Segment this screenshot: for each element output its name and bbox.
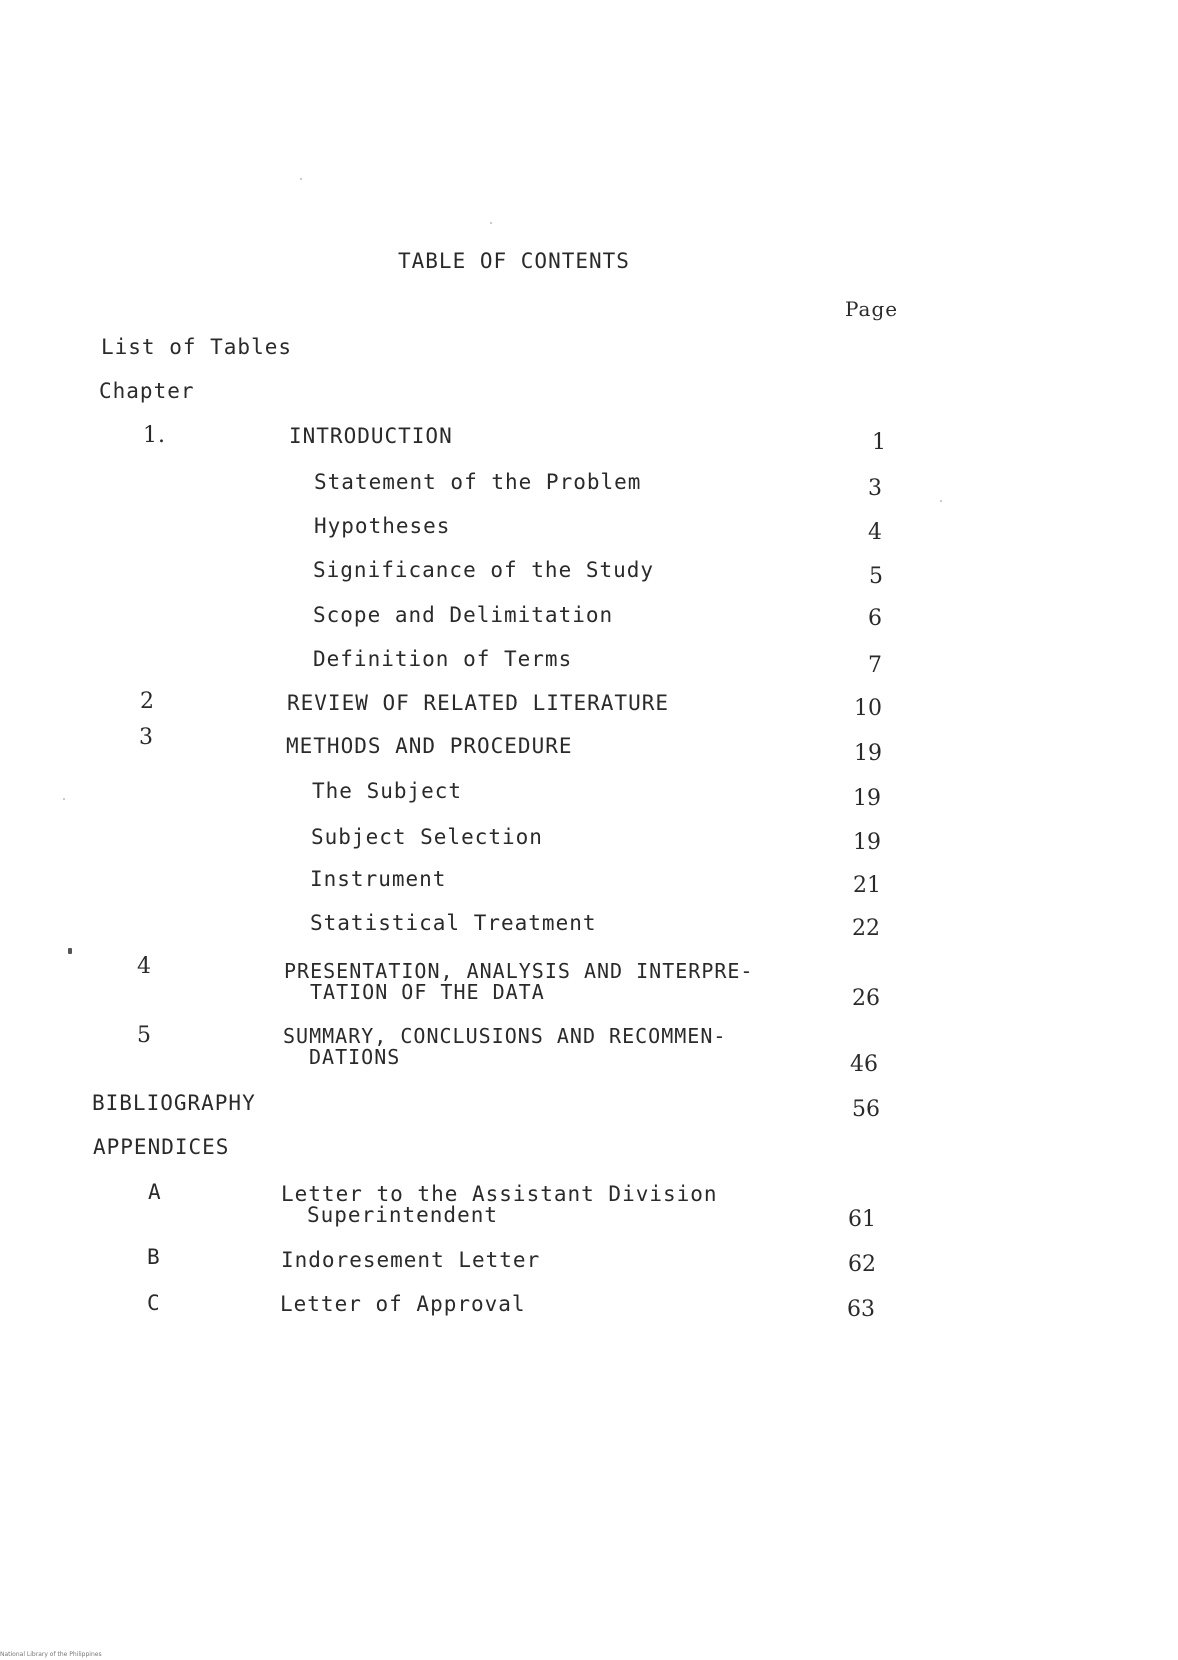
chapter-page: 26: [852, 986, 880, 1011]
chapter-title: INTRODUCTION: [289, 424, 453, 448]
section-title: Statistical Treatment: [310, 911, 597, 935]
paper-speck: [68, 948, 72, 954]
chapter-number: 4: [137, 954, 152, 979]
appendix-title: Letter of Approval: [280, 1292, 526, 1316]
list-of-tables-entry: List of Tables: [101, 335, 293, 359]
chapter-label: Chapter: [99, 379, 195, 403]
chapter-title: REVIEW OF RELATED LITERATURE: [287, 691, 670, 715]
appendix-page: 61: [848, 1207, 876, 1232]
section-title: Statement of the Problem: [314, 470, 642, 494]
chapter-number: 2: [140, 689, 155, 714]
chapter-number: 3: [139, 725, 154, 750]
section-page: 6: [868, 606, 882, 631]
section-page: 21: [853, 873, 881, 898]
section-title: Scope and Delimitation: [313, 603, 614, 627]
section-title: Subject Selection: [311, 825, 543, 849]
chapter-page: 46: [850, 1052, 878, 1077]
footer-text: National Library of the Philippines: [0, 1651, 102, 1658]
paper-speck: [940, 500, 942, 502]
appendix-page: 63: [847, 1297, 875, 1322]
appendix-title-line: Letter to the Assistant Division: [281, 1182, 718, 1206]
section-page: 7: [868, 653, 882, 678]
appendix-title-line: Superintendent: [307, 1203, 499, 1227]
chapter-number: 5: [137, 1023, 152, 1048]
section-page: 4: [868, 520, 882, 545]
paper-speck: [490, 222, 492, 224]
chapter-page: 19: [854, 741, 882, 766]
section-page: 19: [853, 830, 881, 855]
chapter-title-line: TATION OF THE DATA: [310, 980, 545, 1004]
section-page: 3: [868, 476, 882, 501]
paper-speck: [63, 798, 65, 800]
section-title: Hypotheses: [314, 514, 451, 538]
chapter-title-line: PRESENTATION, ANALYSIS AND INTERPRE-: [284, 959, 754, 983]
section-page: 5: [869, 564, 883, 589]
section-page: 19: [853, 786, 881, 811]
appendix-page: 62: [848, 1252, 876, 1277]
bibliography-page: 56: [852, 1097, 880, 1122]
section-title: Definition of Terms: [313, 647, 573, 671]
chapter-page: 1: [872, 430, 886, 455]
appendices-label: APPENDICES: [93, 1135, 230, 1159]
toc-title: TABLE OF CONTENTS: [398, 249, 630, 273]
chapter-number: 1.: [143, 423, 166, 448]
paper-speck: [300, 178, 302, 180]
chapter-title: METHODS AND PROCEDURE: [286, 734, 573, 758]
chapter-title-line: DATIONS: [309, 1045, 401, 1069]
section-title: Instrument: [310, 867, 447, 891]
bibliography-entry: BIBLIOGRAPHY: [92, 1091, 256, 1115]
appendix-letter: B: [147, 1245, 161, 1269]
appendix-letter: A: [148, 1180, 162, 1204]
chapter-page: 10: [854, 696, 882, 721]
chapter-title-line: SUMMARY, CONCLUSIONS AND RECOMMEN-: [283, 1024, 727, 1048]
section-title: Significance of the Study: [313, 558, 655, 582]
section-page: 22: [852, 916, 880, 941]
appendix-letter: C: [147, 1291, 161, 1315]
page-column-header: Page: [845, 297, 899, 321]
appendix-title: Indoresement Letter: [281, 1248, 541, 1272]
section-title: The Subject: [312, 779, 463, 803]
